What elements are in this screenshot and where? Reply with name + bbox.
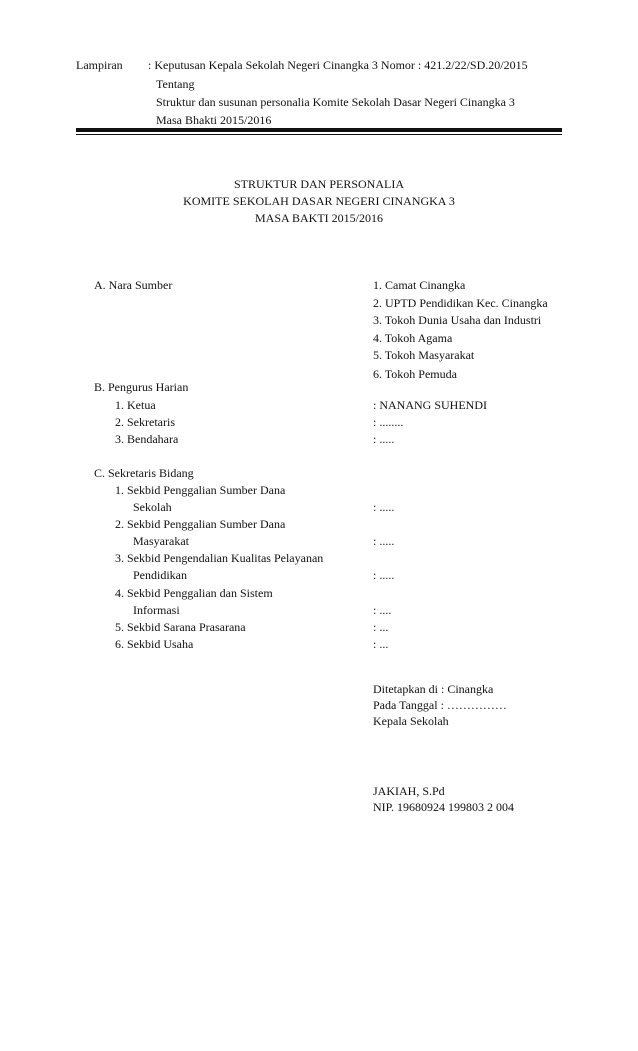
section-b-row-label: 2. Sekretaris [115, 415, 175, 429]
header-subject-label: Tentang [156, 77, 195, 91]
signature-name: JAKIAH, S.Pd [373, 784, 445, 798]
section-c-row-label: 1. Sekbid Penggalian Sumber Dana [115, 483, 286, 497]
section-c-row-value: : ... [373, 620, 389, 634]
section-c-row-label: 3. Sekbid Pengendalian Kualitas Pelayanan [115, 551, 324, 565]
section-b-row-value: : ..... [373, 432, 395, 446]
section-c-row-label-cont: Pendidikan [133, 568, 187, 582]
section-a-item: 2. UPTD Pendidikan Kec. Cinangka [373, 296, 548, 310]
section-c-row-label-cont: Sekolah [133, 500, 172, 514]
section-a-item: 3. Tokoh Dunia Usaha dan Industri [373, 313, 542, 327]
section-c-row-value: : ... [373, 637, 389, 651]
header-period-line: Masa Bhakti 2015/2016 [156, 113, 272, 127]
signature-position: Kepala Sekolah [373, 714, 449, 728]
section-a-item: 6. Tokoh Pemuda [373, 367, 457, 381]
title-line-1: STRUKTUR DAN PERSONALIA [233, 177, 404, 191]
section-c-row-label-cont: Masyarakat [133, 534, 189, 548]
section-c-row-label: 4. Sekbid Penggalian dan Sistem [115, 586, 273, 600]
title-line-3: MASA BAKTI 2015/2016 [254, 211, 383, 225]
signature-place: Ditetapkan di : Cinangka [373, 682, 494, 696]
section-c-row-label: 6. Sekbid Usaha [115, 637, 194, 651]
signature-nip: NIP. 19680924 199803 2 004 [373, 800, 515, 814]
section-c-row-label: 2. Sekbid Penggalian Sumber Dana [115, 517, 286, 531]
section-b-row-value: : ........ [373, 415, 404, 429]
section-a-item: 4. Tokoh Agama [373, 331, 453, 345]
section-c-row-value: : ..... [373, 534, 395, 548]
section-c-row-value: : .... [373, 603, 392, 617]
section-c-row-value: : ..... [373, 568, 395, 582]
section-c-row-label: 5. Sekbid Sarana Prasarana [115, 620, 246, 634]
header-divider-thin [76, 134, 562, 135]
section-a-heading: A. Nara Sumber [94, 278, 173, 292]
section-b-heading: B. Pengurus Harian [94, 380, 189, 394]
section-b-row-value: : NANANG SUHENDI [373, 398, 487, 412]
section-c-row-value: : ..... [373, 500, 395, 514]
header-divider-thick [76, 128, 562, 132]
header-subject-line: Struktur dan susunan personalia Komite Sekolah Dasar Negeri Cinangka 3 [156, 95, 515, 109]
section-c-heading: C. Sekretaris Bidang [94, 466, 194, 480]
header-decree-line: : Keputusan Kepala Sekolah Negeri Cinangka 3 Nomor : 421.2/22/SD.20/2015 [148, 58, 528, 72]
title-line-2: KOMITE SEKOLAH DASAR NEGERI CINANGKA 3 [183, 194, 455, 208]
signature-date: Pada Tanggal : …………… [373, 698, 507, 712]
section-b-row-label: 1. Ketua [115, 398, 156, 412]
section-a-item: 5. Tokoh Masyarakat [373, 348, 475, 362]
header-label: Lampiran [76, 58, 123, 72]
section-c-row-label-cont: Informasi [133, 603, 180, 617]
section-b-row-label: 3. Bendahara [115, 432, 179, 446]
section-a-item: 1. Camat Cinangka [373, 278, 466, 292]
